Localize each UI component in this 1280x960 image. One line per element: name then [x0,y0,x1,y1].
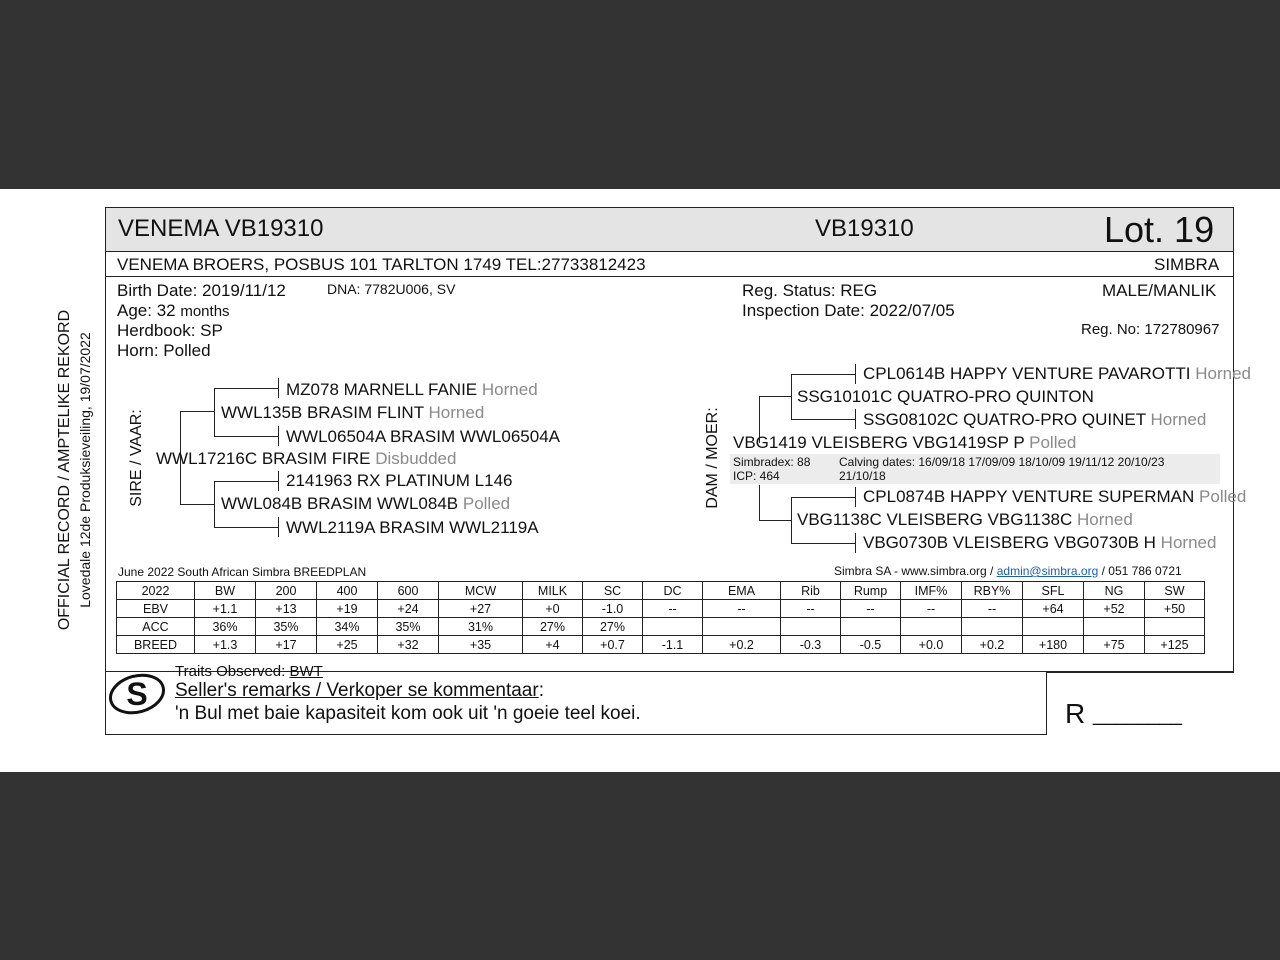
ebv-cell: 34% [317,618,378,636]
ebv-cell [1023,618,1084,636]
pedigree-name: CPL0614B HAPPY VENTURE PAVAROTTI [863,364,1191,383]
ebv-cell: -0.3 [781,636,841,654]
ebv-cell: +4 [523,636,583,654]
traits-observed [175,663,323,680]
dam-tree-line [759,485,760,520]
ebv-cell: -- [901,600,962,618]
pedigree-name: SSG08102C QUATRO-PRO QUINET [863,410,1146,429]
traits-value: BWT [289,663,323,680]
ebv-row [117,618,1205,636]
age-value: Age: 32 [117,301,176,320]
traits-label: Traits Observed: [175,663,286,680]
remarks-text: 'n Bul met baie kapasiteit kom ook uit 'n goeie teel koei. [175,703,641,724]
price-field[interactable]: ________ [1093,704,1182,726]
ebv-row [117,600,1205,618]
ebv-header-cell: 400 [317,582,378,600]
age-unit: months [180,303,230,320]
ebv-cell [703,618,781,636]
ebv-header-cell: BW [195,582,256,600]
dam-tree-line [855,487,856,507]
ebv-cell: +19 [317,600,378,618]
ebv-cell: +27 [439,600,523,618]
ebv-cell [643,618,703,636]
ebv-cell: +75 [1084,636,1145,654]
horn-tag: Horned [428,403,485,422]
ebv-cell: +180 [1023,636,1084,654]
ebv-cell: +25 [317,636,378,654]
pedigree-name: MZ078 MARNELL FANIE [286,380,478,399]
remarks-colon: : [538,680,544,701]
contact-text: Simbra SA - www.simbra.org / [834,564,997,578]
dam-tree-line [791,497,855,498]
ebv-header-cell: 2022 [117,582,195,600]
ebv-cell: +0.0 [901,636,962,654]
ebv-row [117,636,1205,654]
dna-info: DNA: 7782U006, SV [327,281,456,297]
ebv-header-cell: 200 [256,582,317,600]
pedigree-name: WWL17216C BRASIM FIRE [156,449,371,468]
dam-tree-line [791,497,792,543]
ebv-header-cell: SW [1145,582,1205,600]
sire-sire-sire [286,380,538,400]
ebv-header-cell: 600 [378,582,439,600]
ebv-cell [781,618,841,636]
sire-tree-line [278,517,279,537]
ebv-cell [1084,618,1145,636]
animal-name: VENEMA VB19310 [118,215,324,242]
ebv-header-cell: Rib [781,582,841,600]
dam-tree-line [791,419,855,420]
breed-name: SIMBRA [1154,255,1220,274]
dam-sire: SSG10101C QUATRO-PRO QUINTON [797,387,1094,406]
pedigree-name: WWL135B BRASIM FLINT [221,403,424,422]
ebv-cell: 31% [439,618,523,636]
horn-tag: Polled [462,494,511,513]
herdbook: Herdbook: SP [117,321,223,340]
official-record-label: OFFICIAL RECORD / AMPTELIKE REKORD [56,309,73,631]
calving-dates-cont: 21/10/18 [839,469,886,483]
ebv-cell: +17 [256,636,317,654]
reg-number: Reg. No: 172780967 [1081,321,1220,338]
simbra-logo-icon [108,670,166,718]
ebv-cell: -- [962,600,1023,618]
ebv-header-cell: EMA [703,582,781,600]
ebv-header-cell: RBY% [962,582,1023,600]
ebv-cell: -0.5 [841,636,901,654]
sex: MALE/MANLIK [1102,281,1217,300]
ebv-cell: -- [703,600,781,618]
animal-id: VB19310 [815,215,914,242]
ebv-cell: +0.2 [962,636,1023,654]
ebv-cell: -- [781,600,841,618]
ebv-cell: +0.7 [583,636,643,654]
ebv-header-cell: MCW [439,582,523,600]
ebv-cell: -- [841,600,901,618]
dam [733,433,1076,453]
dam-tree-line [855,364,856,384]
dam-tree-line [791,374,792,419]
dam-tree-line [855,409,856,429]
sire-dam [221,494,510,514]
price-label: R [1065,698,1086,729]
ebv-cell: 35% [378,618,439,636]
dam-tree-line [759,520,791,521]
dam-tree-line [791,543,855,544]
ebv-header-cell: NG [1084,582,1145,600]
simbra-contact [834,564,1182,578]
ebv-cell: 27% [523,618,583,636]
ebv-cell: BREED [117,636,195,654]
ebv-cell [901,618,962,636]
sire-tree-line [214,388,215,436]
sire-tree-line [214,481,215,527]
dam-dam-dam [863,533,1216,553]
sire-label: SIRE / VAAR: [128,409,145,507]
lot-number: Lot. 19 [1104,209,1215,250]
ebv-cell: 35% [256,618,317,636]
ebv-cell: +1.3 [195,636,256,654]
ebv-cell: +32 [378,636,439,654]
dam-tree-line [791,374,855,375]
remarks-heading-text: Seller's remarks / Verkoper se kommentaar [175,680,539,701]
ebv-cell: -1.0 [583,600,643,618]
breeder-info: VENEMA BROERS, POSBUS 101 TARLTON 1749 TEL:27733812423 [117,255,646,274]
ebv-cell: +50 [1145,600,1205,618]
ebv-header-cell: IMF% [901,582,962,600]
ebv-cell: +1.1 [195,600,256,618]
ebv-header-cell: DC [643,582,703,600]
pedigree-name: VBG0730B VLEISBERG VBG0730B H [863,533,1156,552]
svg-text:S: S [126,676,148,712]
ebv-cell: ACC [117,618,195,636]
ebv-cell: +52 [1084,600,1145,618]
horn-tag: Disbudded [375,449,457,468]
calving-dates: Calving dates: 16/09/18 17/09/09 18/10/09 19/11/12 20/10/23 [839,455,1165,469]
sire-tree-line [278,471,279,491]
icp: ICP: 464 [733,469,780,483]
sire-tree-line [180,504,214,505]
simbradex: Simbradex: 88 [733,455,811,469]
sire-tree-line [180,411,214,412]
horn-tag: Horned [481,380,538,399]
pedigree-name: CPL0874B HAPPY VENTURE SUPERMAN [863,487,1195,506]
horn-tag: Horned [1160,533,1217,552]
sire-tree-line [214,481,278,482]
email-link[interactable]: admin@simbra.org [996,564,1099,578]
ebv-cell: +0 [523,600,583,618]
ebv-cell: +64 [1023,600,1084,618]
horn-status: Horn: Polled [117,341,211,360]
sire-tree-line [278,426,279,446]
dam-tree-line [855,533,856,553]
sire-dam-sire: 2141963 RX PLATINUM L146 [286,471,513,490]
dam-sire-dam [863,410,1206,430]
pedigree-name: VBG1138C VLEISBERG VBG1138C [797,510,1073,529]
ebv-header-cell: SFL [1023,582,1084,600]
ebv-cell: +24 [378,600,439,618]
age [117,301,230,321]
ebv-header-cell: Rump [841,582,901,600]
ebv-cell: -1.1 [643,636,703,654]
sire [156,449,456,469]
reg-status: Reg. Status: REG [742,281,878,300]
ebv-cell [1145,618,1205,636]
ebv-cell: +35 [439,636,523,654]
ebv-cell: EBV [117,600,195,618]
dam-dam-sire [863,487,1246,507]
ebv-cell: +13 [256,600,317,618]
ebv-cell [841,618,901,636]
sire-tree-line [214,527,278,528]
ebv-header-row [117,582,1205,600]
horn-tag: Horned [1077,510,1133,529]
ebv-cell: 36% [195,618,256,636]
horn-tag: Polled [1029,433,1077,452]
ebv-cell: +125 [1145,636,1205,654]
ebv-cell: -- [643,600,703,618]
sire-tree-line [214,436,278,437]
horn-tag: Horned [1150,410,1207,429]
breedplan-title: June 2022 South African Simbra BREEDPLAN [118,565,367,579]
dam-label: DAM / MOER: [704,407,721,509]
remarks-heading [175,680,544,702]
contact-phone: / 051 786 0721 [1098,564,1182,578]
horn-tag: Horned [1195,364,1252,383]
ebv-cell [962,618,1023,636]
inspection-date: Inspection Date: 2022/07/05 [742,301,955,320]
ebv-cell: 27% [583,618,643,636]
ebv-header-cell: SC [583,582,643,600]
sire-sire [221,403,484,423]
sire-tree-line [278,378,279,398]
dam-dam [797,510,1133,530]
dam-sire-sire [863,364,1251,384]
sire-tree-line [214,388,278,389]
horn-tag: Polled [1199,487,1247,506]
birth-date: Birth Date: 2019/11/12 [117,281,286,300]
pedigree-name: VBG1419 VLEISBERG VBG1419SP P [733,433,1025,452]
ebv-cell: +0.2 [703,636,781,654]
ebv-table [116,581,1205,654]
sire-dam-dam: WWL2119A BRASIM WWL2119A [286,518,539,537]
dam-tree-line [759,396,791,397]
pedigree-name: WWL084B BRASIM WWL084B [221,494,459,513]
auction-label: Lovedale 12de Produksieveiling, 19/07/2022 [77,332,93,608]
ebv-header-cell: MILK [523,582,583,600]
sire-sire-dam: WWL06504A BRASIM WWL06504A [286,427,561,446]
